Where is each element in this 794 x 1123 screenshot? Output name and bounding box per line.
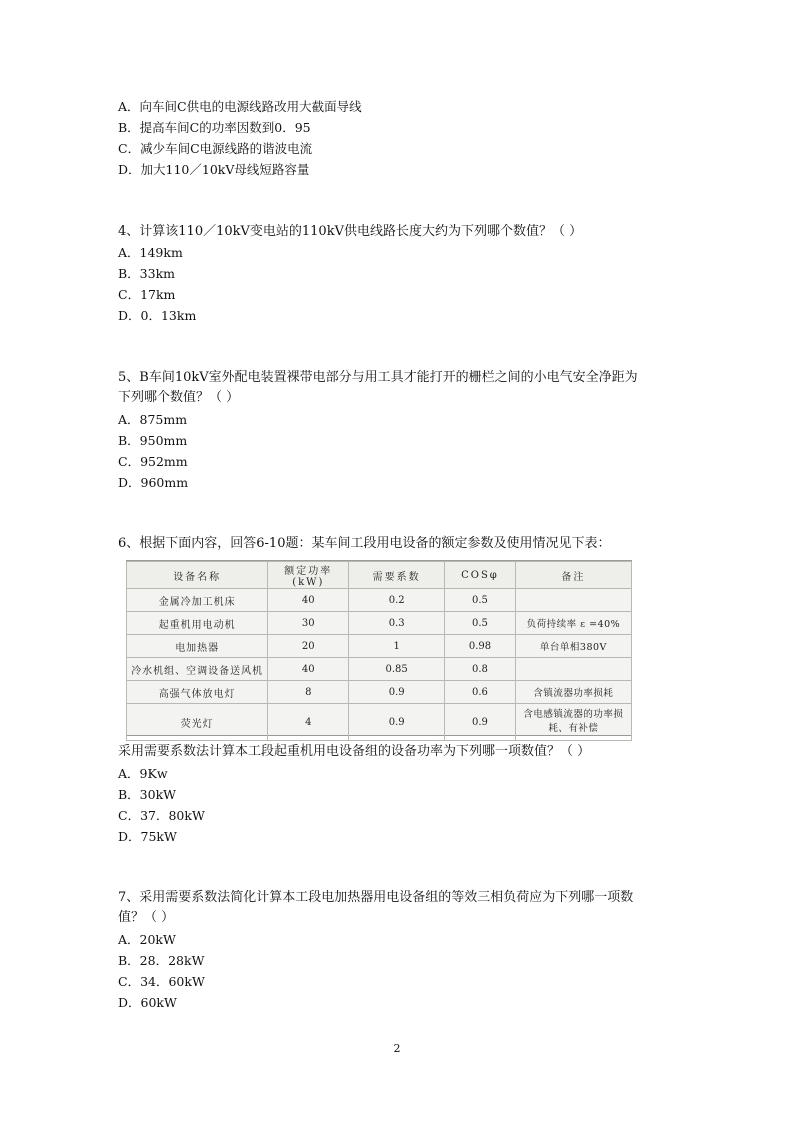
table-cell: 电加热器 — [127, 635, 268, 658]
option-prev-c: C．减少车间C电源线路的谐波电流 — [118, 141, 313, 156]
table-cell: 0.98 — [445, 635, 516, 658]
table-header-cell: 额定功率(kW) — [268, 562, 349, 589]
table-header-cell: 设备名称 — [127, 562, 268, 589]
table-row — [127, 658, 632, 681]
q5-option-a: A．875mm — [118, 412, 188, 427]
table-cell: 0.6 — [445, 681, 516, 704]
table-header-row — [127, 562, 632, 589]
table-cell: 0.2 — [349, 589, 445, 612]
table-cell: 4 — [268, 704, 349, 741]
table-cell: 含镇流器功率损耗 — [515, 681, 631, 704]
table-cell: 8 — [268, 681, 349, 704]
question-6: 采用需要系数法计算本工段起重机用电设备组的设备功率为下列哪一项数值？（ ） — [118, 744, 591, 759]
table-cell: 1 — [349, 635, 445, 658]
table-cell: 0.8 — [445, 658, 516, 681]
table-cell: 单台单相380V — [515, 635, 631, 658]
table-cell: 20 — [268, 635, 349, 658]
table-row — [127, 704, 632, 741]
table-row — [127, 612, 632, 635]
table-cell: 0.9 — [349, 681, 445, 704]
table-cell: 冷水机组、空调设备送风机 — [127, 658, 268, 681]
table-cell: 起重机用电动机 — [127, 612, 268, 635]
question-7-line2: 值？（ ） — [118, 910, 175, 925]
table-cell: 0.9 — [445, 704, 516, 741]
q7-option-d: D．60kW — [118, 995, 177, 1010]
table-cell: 0.85 — [349, 658, 445, 681]
table-row — [127, 589, 632, 612]
table-row — [127, 635, 632, 658]
q6-option-d: D．75kW — [118, 829, 177, 844]
q5-option-b: B．950mm — [118, 433, 188, 448]
table-cell: 40 — [268, 658, 349, 681]
option-prev-a: A．向车间C供电的电源线路改用大截面导线 — [118, 99, 362, 114]
table-cell — [515, 658, 631, 681]
q4-option-d: D．0．13km — [118, 308, 197, 323]
question-4: 4、计算该110／10kV变电站的110kV供电线路长度大约为下列哪个数值？（ ） — [118, 224, 583, 239]
q4-option-b: B．33km — [118, 266, 176, 281]
question-5-line1: 5、B车间10kV室外配电装置裸带电部分与用工具才能打开的栅栏之间的小电气安全净距为 — [118, 370, 638, 385]
page-number: 2 — [393, 1042, 401, 1055]
table-cell: 0.5 — [445, 589, 516, 612]
table-row — [127, 681, 632, 704]
table-cell: 荧光灯 — [127, 704, 268, 741]
q4-option-a: A．149km — [118, 245, 183, 260]
table-cell: 30 — [268, 612, 349, 635]
q5-option-c: C．952mm — [118, 454, 188, 469]
table-cell: 金属冷加工机床 — [127, 589, 268, 612]
option-prev-b: B．提高车间C的功率因数到0．95 — [118, 120, 311, 135]
question-5-line2: 下列哪个数值？（ ） — [118, 390, 240, 405]
question-6-intro: 6、根据下面内容，回答6-10题：某车间工段用电设备的额定参数及使用情况见下表： — [118, 536, 611, 551]
table-cell — [515, 589, 631, 612]
table-cell: 0.3 — [349, 612, 445, 635]
q6-option-b: B．30kW — [118, 787, 177, 802]
option-prev-d: D．加大110／10kV母线短路容量 — [118, 162, 310, 177]
table-cell: 40 — [268, 589, 349, 612]
table-cell: 高强气体放电灯 — [127, 681, 268, 704]
table-cell: 0.5 — [445, 612, 516, 635]
table-header-cell: 需要系数 — [349, 562, 445, 589]
q4-option-c: C．17km — [118, 287, 176, 302]
q7-option-a: A．20kW — [118, 932, 176, 947]
equipment-table — [126, 561, 632, 741]
q5-option-d: D．960mm — [118, 475, 189, 490]
question-7-line1: 7、采用需要系数法简化计算本工段电加热器用电设备组的等效三相负荷应为下列哪一项数 — [118, 890, 634, 905]
q6-option-a: A．9Kw — [118, 766, 168, 781]
q7-option-c: C．34．60kW — [118, 974, 205, 989]
q6-option-c: C．37．80kW — [118, 808, 205, 823]
q7-option-b: B．28．28kW — [118, 953, 205, 968]
table-header-cell: COSφ — [445, 562, 516, 589]
table-cell: 负荷持续率 ε =40% — [515, 612, 631, 635]
table-cell: 0.9 — [349, 704, 445, 741]
table-header-cell: 备注 — [515, 562, 631, 589]
table-cell: 含电感镇流器的功率损耗、有补偿 — [515, 704, 631, 741]
equipment-table-scan — [126, 560, 632, 736]
